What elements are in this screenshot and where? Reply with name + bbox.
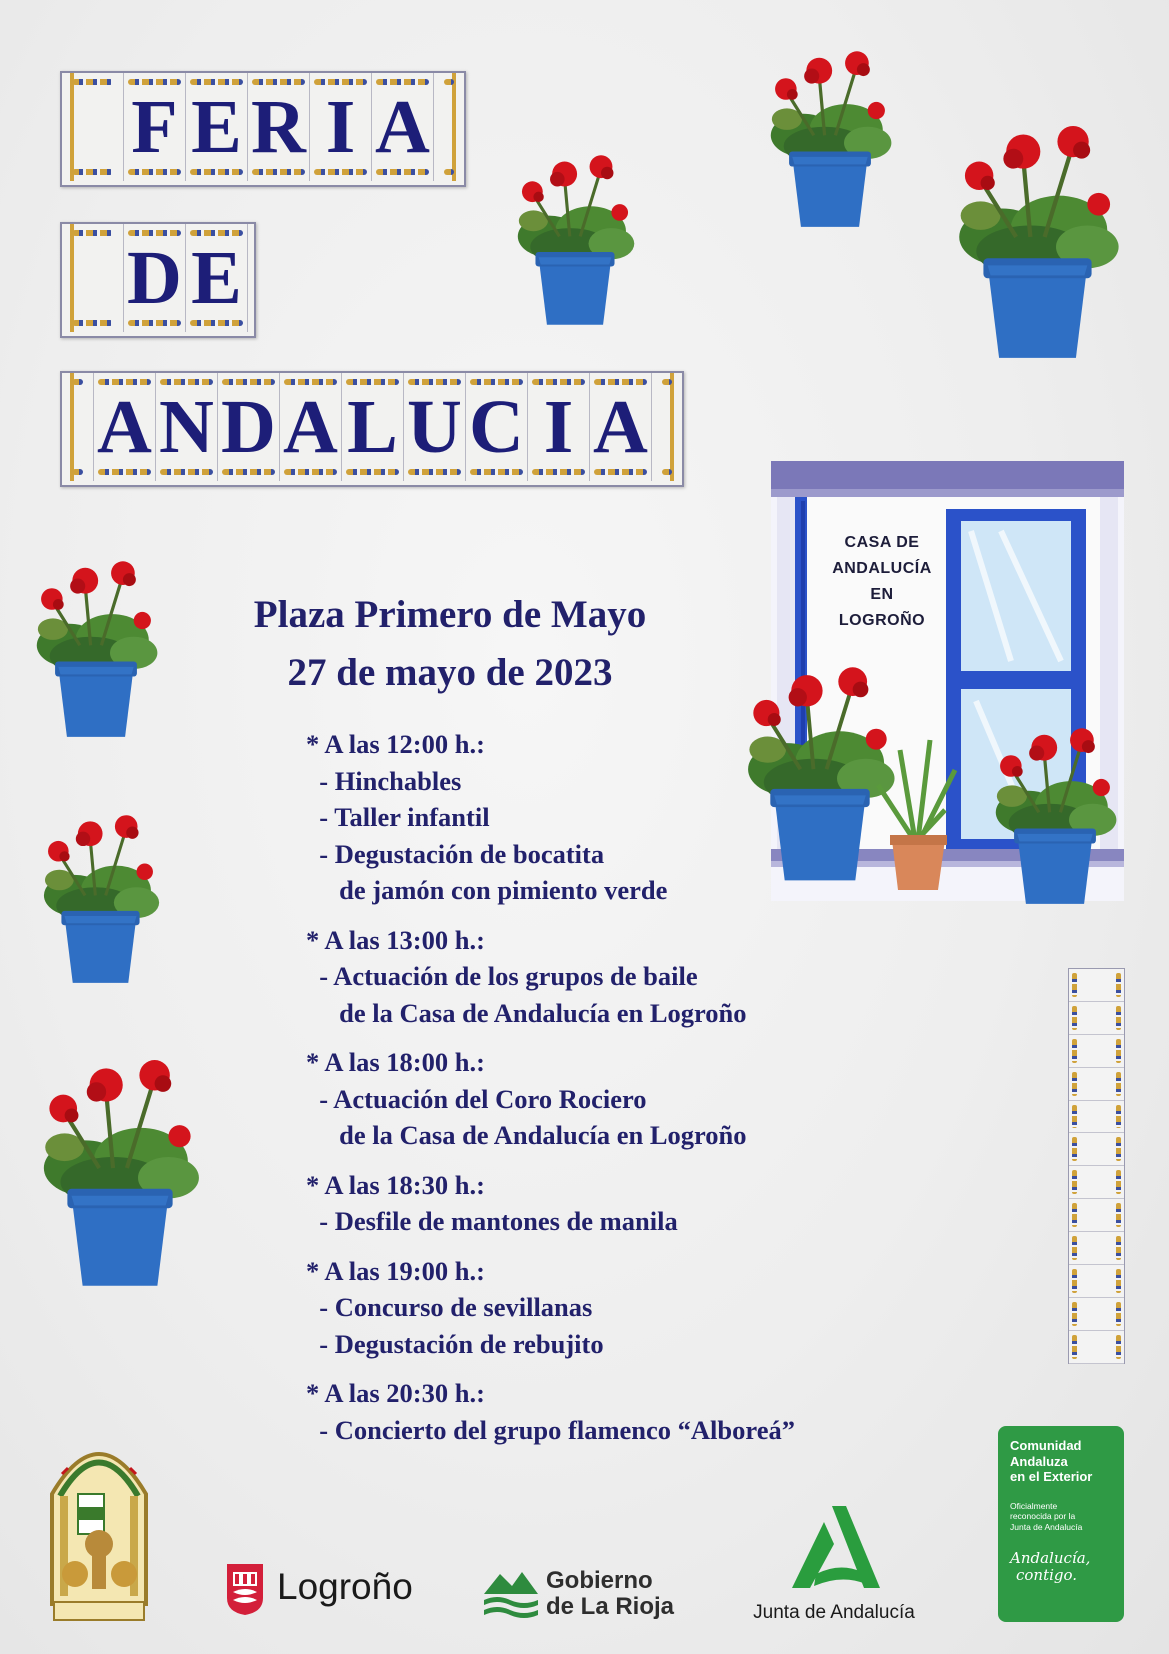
junta-a-icon [782, 1504, 882, 1594]
schedule-time: * A las 19:00 h.: [306, 1255, 485, 1286]
badge-title-line: Andaluza [1010, 1453, 1068, 1469]
schedule-item: de jamón con pimiento verde [306, 875, 668, 905]
title-letter: R [251, 85, 306, 169]
schedule-item: de la Casa de Andalucía en Logroño [306, 1120, 747, 1150]
schedule-item: de la Casa de Andalucía en Logroño [306, 997, 747, 1028]
flower-pot-decoration [26, 548, 166, 748]
badge-subtitle-line: Junta de Andalucía [1010, 1521, 1083, 1532]
schedule-item: - Actuación de los grupos de baile [306, 961, 698, 991]
title-tile [528, 373, 590, 481]
title-letter: U [407, 385, 462, 469]
flower-pot-decoration [505, 148, 645, 330]
title-tile [124, 73, 186, 181]
schedule-time: * A las 13:00 h.: [306, 924, 485, 955]
event-date: 27 de mayo de 2023 [287, 651, 613, 694]
title-tile [94, 373, 156, 481]
tile-border [62, 224, 124, 332]
title-tile [248, 73, 310, 181]
schedule-time: * A las 20:30 h.: [306, 1378, 485, 1408]
badge-subtitle [1010, 1501, 1112, 1533]
title-letter: D [127, 236, 182, 320]
title-tile [342, 373, 404, 481]
tile-border [434, 73, 464, 181]
la-rioja-text-line1: Gobierno [546, 1567, 653, 1594]
venue-name: Plaza Primero de Mayo [253, 593, 647, 636]
la-rioja-logo [482, 1560, 692, 1624]
caption-line: LOGROÑO [838, 612, 926, 629]
title-tile [218, 373, 280, 481]
schedule-block [306, 1044, 795, 1154]
tile-cell [1069, 1166, 1124, 1199]
schedule-item: - Concurso de sevillanas [306, 1292, 593, 1322]
schedule-item: - Degustación de bocatita [306, 838, 605, 869]
flower-pot-decoration [945, 108, 1130, 373]
tile-cell [1069, 1331, 1124, 1364]
schedule-time: * A las 18:30 h.: [306, 1169, 485, 1200]
schedule-time: * A las 12:00 h.: [306, 729, 485, 759]
schedule-block [306, 1253, 795, 1363]
tile-border [62, 73, 124, 181]
andalucia-coat-of-arms [42, 1424, 156, 1624]
title-tile [124, 224, 186, 332]
schedule-item: - Desfile de mantones de manila [306, 1206, 678, 1236]
tile-cell [1069, 1035, 1124, 1068]
tile-cell [1069, 1068, 1124, 1101]
badge-motto-line: contigo. [1016, 1566, 1078, 1584]
badge-title-line: en el Exterior [1010, 1469, 1093, 1484]
flower-pot-decoration [870, 730, 965, 900]
badge-motto-line: Andalucía, [1010, 1549, 1091, 1567]
tile-cell [1069, 1199, 1124, 1232]
junta-andalucia-logo [728, 1502, 938, 1632]
title-letter: E [191, 85, 242, 169]
title-tile [280, 373, 342, 481]
title-line-andalucia [60, 371, 684, 487]
tile-cell [1069, 1298, 1124, 1331]
badge-subtitle-line: reconocida por la [1010, 1511, 1076, 1521]
tile-cell [1069, 1232, 1124, 1265]
schedule-item: - Degustación de rebujito [306, 1328, 604, 1359]
caption-line: CASA DE [844, 534, 920, 551]
tile-cell [1069, 1002, 1124, 1035]
title-letter: A [97, 385, 152, 469]
title-letter: I [543, 385, 574, 469]
caption-line: ANDALUCÍA [832, 560, 932, 577]
flower-pot-decoration [760, 38, 900, 238]
title-letter: A [375, 85, 430, 169]
title-letter: I [325, 85, 356, 169]
tile-cell [1069, 1265, 1124, 1298]
title-tile [156, 373, 218, 481]
flower-pot-decoration [30, 1044, 210, 1299]
schedule-block [306, 922, 795, 1032]
schedule-item: - Hinchables [306, 765, 462, 796]
coat-of-arms-icon [42, 1424, 156, 1624]
title-line-feria [60, 71, 466, 187]
schedule-item: - Concierto del grupo flamenco “Alboreá” [306, 1414, 795, 1445]
title-tile [466, 373, 528, 481]
logrono-text: Logroño [277, 1566, 413, 1607]
flower-pot-decoration [28, 808, 173, 988]
title-letter: A [283, 385, 338, 469]
badge-motto [1010, 1550, 1112, 1584]
schedule-item: - Taller infantil [306, 802, 490, 832]
logrono-shield-icon [225, 1562, 265, 1616]
junta-andalucia-text: Junta de Andalucía [753, 1602, 915, 1623]
title-letter: E [191, 236, 242, 320]
title-letter: F [131, 85, 178, 169]
caption-line: EN [870, 586, 894, 603]
la-rioja-text-line2: de La Rioja [546, 1593, 675, 1620]
tile-border [248, 224, 254, 332]
badge-title-line: Comunidad [1010, 1438, 1082, 1453]
schedule-block [306, 726, 795, 909]
title-letter: C [469, 385, 524, 469]
badge-subtitle-line: Oficialmente [1010, 1500, 1058, 1511]
title-tile [310, 73, 372, 181]
schedule-time: * A las 18:00 h.: [306, 1047, 485, 1077]
title-tile [404, 373, 466, 481]
title-letter: N [159, 385, 214, 469]
tile-cell [1069, 969, 1124, 1002]
comunidad-andaluza-badge [998, 1426, 1124, 1622]
decorative-tile-column [1068, 968, 1125, 1364]
schedule [306, 726, 795, 1461]
tile-border [652, 373, 682, 481]
title-line-de [60, 222, 256, 338]
title-tile [590, 373, 652, 481]
logrono-logo [225, 1560, 425, 1620]
window-caption [812, 530, 952, 634]
schedule-item: - Actuación del Coro Rociero [306, 1083, 647, 1114]
title-tile [186, 73, 248, 181]
tile-cell [1069, 1133, 1124, 1166]
schedule-block [306, 1375, 795, 1448]
title-letter: A [593, 385, 648, 469]
badge-title [1010, 1438, 1112, 1485]
la-rioja-mountain-icon [482, 1564, 540, 1620]
title-tile [372, 73, 434, 181]
tile-cell [1069, 1101, 1124, 1134]
title-letter: D [221, 385, 276, 469]
title-letter: L [347, 385, 398, 469]
schedule-block [306, 1167, 795, 1240]
flower-pot-decoration [985, 720, 1125, 910]
title-tile [186, 224, 248, 332]
tile-border [62, 373, 94, 481]
